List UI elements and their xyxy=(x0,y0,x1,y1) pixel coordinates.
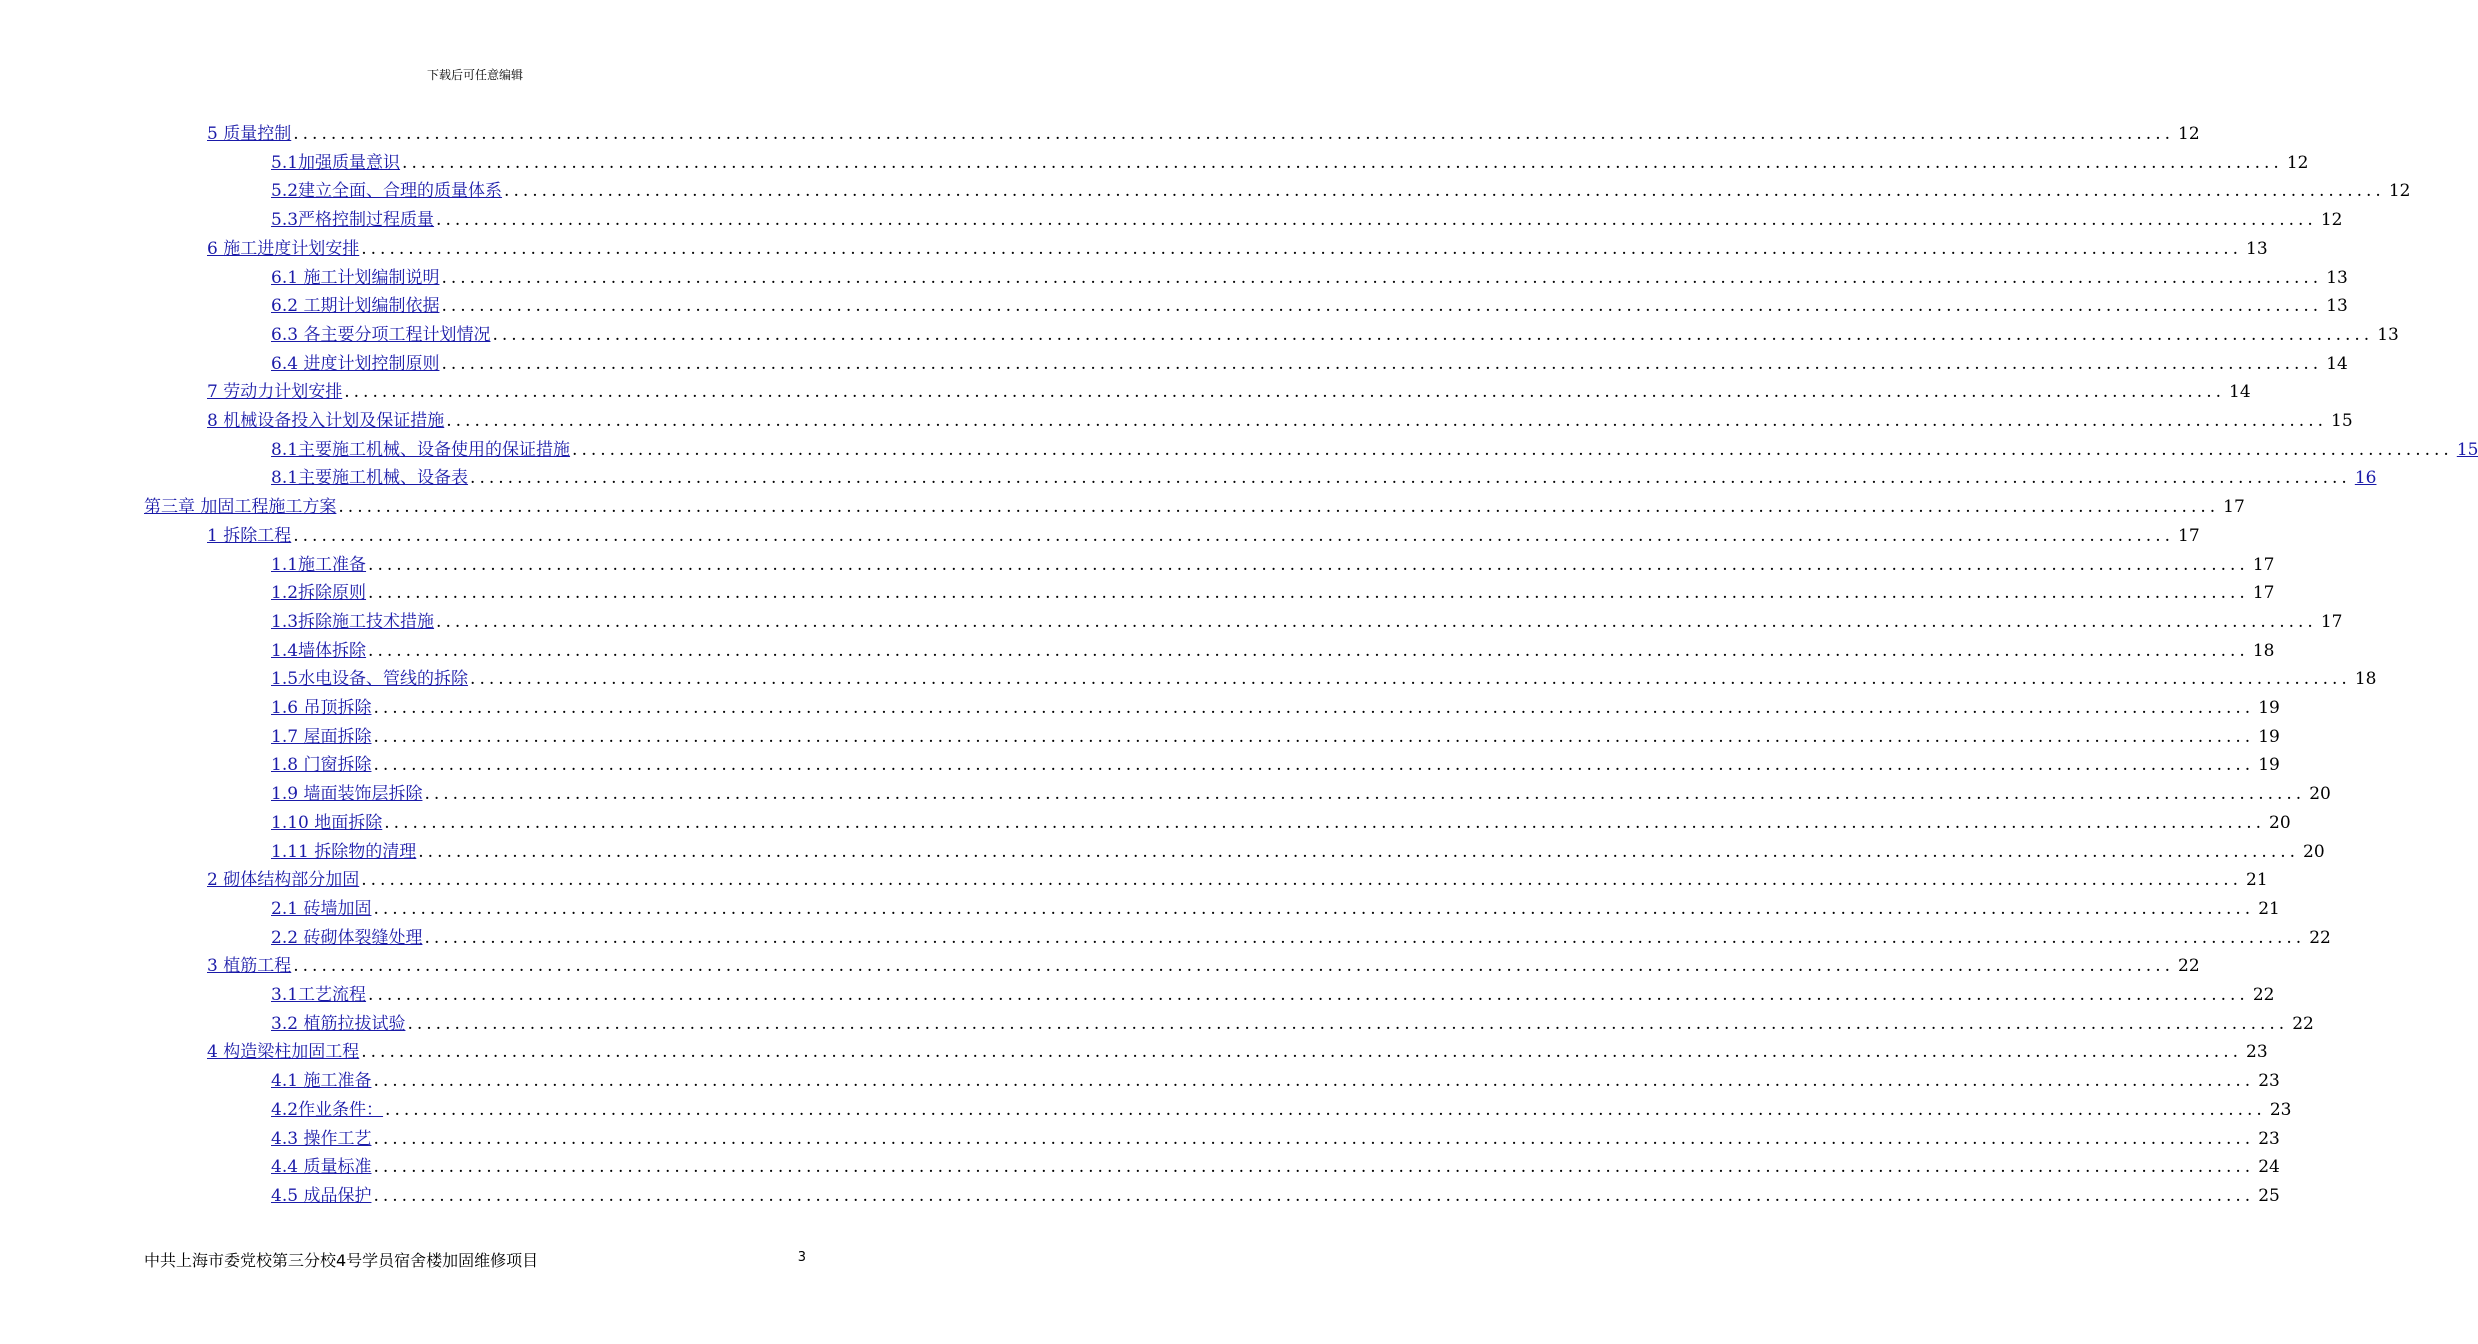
toc-entry[interactable] xyxy=(144,493,2245,521)
toc-entry[interactable] xyxy=(271,694,2280,722)
toc-entry[interactable] xyxy=(271,149,2309,177)
toc-leader-dots: ........................................................................................................................................................................................................ xyxy=(373,1185,2255,1206)
toc-entry-page-number: 17 xyxy=(2178,525,2200,546)
toc-entry-page-number: 18 xyxy=(2354,669,2377,690)
toc-entry-page-number: 24 xyxy=(2258,1157,2280,1178)
toc-entry-page-number: 21 xyxy=(2258,898,2280,919)
toc-entry-title-link[interactable]: 2.1 砖墙加固 xyxy=(271,898,372,919)
toc-leader-dots: ........................................................................................................................................................................................................ xyxy=(293,956,2174,977)
toc-entry[interactable] xyxy=(271,321,2399,349)
toc-entry[interactable] xyxy=(207,235,2268,263)
toc-entry-page-number: 22 xyxy=(2252,985,2275,1005)
toc-entry-title-link[interactable]: 1.3拆除施工技术措施 xyxy=(271,611,435,632)
toc-entry-title-link[interactable]: 5.1加强质量意识 xyxy=(271,152,401,173)
toc-leader-dots: ........................................................................................................................................................................................................ xyxy=(572,439,2453,460)
toc-leader-dots: ........................................................................................................................................................................................................ xyxy=(418,841,2300,862)
toc-entry-page-number: 12 xyxy=(2286,152,2309,173)
toc-entry[interactable] xyxy=(207,952,2200,980)
toc-entry-title-link[interactable]: 1.7 屋面拆除 xyxy=(271,726,372,747)
toc-entry[interactable] xyxy=(271,637,2275,665)
toc-leader-dots: ........................................................................................................................................................................................................ xyxy=(402,152,2283,173)
toc-entry-title-link[interactable]: 1.11 拆除物的清理 xyxy=(271,841,417,862)
toc-entry[interactable] xyxy=(271,780,2331,808)
toc-entry-title-link[interactable]: 4.5 成品保护 xyxy=(271,1185,372,1206)
toc-entry-page-number: 22 xyxy=(2292,1013,2314,1034)
toc-entry-title-link[interactable]: 4.2作业条件： xyxy=(271,1099,384,1120)
toc-leader-dots: ........................................................................................................................................................................................................ xyxy=(361,238,2242,259)
toc-entry[interactable] xyxy=(271,608,2343,636)
toc-leader-dots: ........................................................................................................................................................................................................ xyxy=(373,1157,2255,1178)
toc-entry-title-link[interactable]: 8 机械设备投入计划及保证措施 xyxy=(207,411,445,431)
page-header-note: 下载后可任意编辑 xyxy=(426,68,523,82)
toc-entry[interactable] xyxy=(271,1067,2280,1095)
toc-entry-page-number: 17 xyxy=(2320,611,2343,632)
toc-entry-page-number: 23 xyxy=(2258,1071,2280,1092)
toc-leader-dots: ........................................................................................................................................................................................................ xyxy=(373,698,2255,718)
toc-entry[interactable] xyxy=(271,924,2331,952)
toc-entry-page-number: 19 xyxy=(2258,698,2280,718)
toc-entry-title-link[interactable]: 1.10 地面拆除 xyxy=(271,812,383,833)
toc-entry-page-number: 14 xyxy=(2229,382,2251,403)
toc-entry-title-link[interactable]: 5 质量控制 xyxy=(207,124,292,144)
toc-entry[interactable] xyxy=(271,1153,2280,1181)
toc-entry[interactable] xyxy=(271,551,2275,579)
toc-leader-dots: ........................................................................................................................................................................................................ xyxy=(373,1128,2255,1149)
toc-leader-dots: ........................................................................................................................................................................................................ xyxy=(384,812,2266,833)
toc-entry-page-number: 23 xyxy=(2246,1042,2268,1063)
toc-leader-dots: ........................................................................................................................................................................................................ xyxy=(368,554,2249,575)
toc-entry-title-link[interactable]: 1.9 墙面装饰层拆除 xyxy=(271,784,423,805)
toc-entry[interactable] xyxy=(271,464,2377,492)
toc-entry-page-number: 12 xyxy=(2388,181,2411,202)
toc-leader-dots: ........................................................................................................................................................................................................ xyxy=(361,870,2242,891)
toc-leader-dots: ........................................................................................................................................................................................................ xyxy=(504,181,2385,202)
toc-entry-page-number: 13 xyxy=(2246,238,2268,259)
toc-entry-page-number: 13 xyxy=(2377,324,2399,345)
toc-entry[interactable] xyxy=(207,1038,2268,1066)
toc-entry[interactable] xyxy=(271,1182,2280,1210)
toc-entry-page-number: 23 xyxy=(2258,1128,2280,1149)
toc-entry-page-number: 17 xyxy=(2252,583,2275,604)
toc-entry-title-link[interactable]: 2 砌体结构部分加固 xyxy=(207,870,360,891)
toc-entry[interactable] xyxy=(207,522,2200,550)
toc-entry-page-number[interactable]: 16 xyxy=(2354,468,2377,489)
toc-leader-dots: ........................................................................................................................................................................................................ xyxy=(368,640,2249,661)
toc-entry-title-link[interactable]: 2.2 砖砌体裂缝处理 xyxy=(271,927,423,948)
toc-entry[interactable] xyxy=(271,579,2275,607)
toc-leader-dots: ........................................................................................................................................................................................................ xyxy=(441,296,2323,317)
toc-entry[interactable] xyxy=(207,378,2251,406)
toc-entry[interactable] xyxy=(271,1010,2314,1038)
toc-entry[interactable] xyxy=(207,120,2200,148)
toc-entry-page-number: 20 xyxy=(2303,841,2325,862)
toc-entry-title-link[interactable]: 5.3严格控制过程质量 xyxy=(271,210,435,231)
toc-entry-title-link[interactable]: 3.1工艺流程 xyxy=(271,985,367,1005)
toc-entry-title-link[interactable]: 6.1 施工计划编制说明 xyxy=(271,267,440,288)
toc-entry[interactable] xyxy=(271,809,2291,837)
toc-leader-dots: ........................................................................................................................................................................................................ xyxy=(373,898,2255,919)
toc-leader-dots: ........................................................................................................................................................................................................ xyxy=(293,525,2174,546)
toc-entry-page-number: 22 xyxy=(2309,927,2331,948)
toc-entry[interactable] xyxy=(271,751,2280,779)
toc-entry-title-link[interactable]: 1.5水电设备、管线的拆除 xyxy=(271,669,469,690)
toc-entry-page-number: 17 xyxy=(2252,554,2275,575)
toc-entry-title-link[interactable]: 6 施工进度计划安排 xyxy=(207,238,360,259)
toc-entry[interactable] xyxy=(271,206,2343,234)
toc-entry[interactable] xyxy=(207,407,2353,435)
toc-entry-title-link[interactable]: 5.2建立全面、合理的质量体系 xyxy=(271,181,503,202)
toc-leader-dots: ........................................................................................................................................................................................................ xyxy=(368,985,2249,1005)
toc-entry-title-link[interactable]: 8.1主要施工机械、设备使用的保证措施 xyxy=(271,439,571,460)
toc-entry[interactable] xyxy=(271,838,2325,866)
toc-entry-page-number: 19 xyxy=(2258,755,2280,776)
toc-leader-dots: ........................................................................................................................................................................................................ xyxy=(470,468,2351,489)
toc-entry-page-number: 19 xyxy=(2258,726,2280,747)
toc-entry-page-number: 12 xyxy=(2320,210,2343,231)
toc-leader-dots: ........................................................................................................................................................................................................ xyxy=(436,611,2317,632)
toc-entry[interactable] xyxy=(271,1125,2280,1153)
toc-entry-title-link[interactable]: 3.2 植筋拉拔试验 xyxy=(271,1013,406,1034)
toc-leader-dots: ........................................................................................................................................................................................................ xyxy=(441,353,2323,374)
toc-leader-dots: ........................................................................................................................................................................................................ xyxy=(424,784,2306,805)
toc-leader-dots: ........................................................................................................................................................................................................ xyxy=(436,210,2317,231)
toc-leader-dots: ........................................................................................................................................................................................................ xyxy=(373,726,2255,747)
toc-entry-page-number: 23 xyxy=(2269,1099,2292,1120)
toc-entry-page-number: 13 xyxy=(2326,267,2348,288)
toc-entry-title-link[interactable]: 6.2 工期计划编制依据 xyxy=(271,296,440,317)
toc-entry-title-link[interactable]: 1.6 吊顶拆除 xyxy=(271,698,372,718)
toc-entry-title-link[interactable]: 8.1主要施工机械、设备表 xyxy=(271,468,469,489)
toc-leader-dots: ........................................................................................................................................................................................................ xyxy=(344,382,2225,403)
toc-leader-dots: ........................................................................................................................................................................................................ xyxy=(470,669,2351,690)
toc-leader-dots: ........................................................................................................................................................................................................ xyxy=(373,755,2255,776)
toc-entry-page-number: 22 xyxy=(2178,956,2200,977)
toc-leader-dots: ........................................................................................................................................................................................................ xyxy=(385,1099,2266,1120)
toc-entry-title-link[interactable]: 4.3 操作工艺 xyxy=(271,1128,372,1149)
toc-entry-page-number: 17 xyxy=(2223,497,2245,518)
footer-project-title: 中共上海市委党校第三分校4号学员宿舍楼加固维修项目 xyxy=(144,1251,539,1270)
toc-entry[interactable] xyxy=(271,1096,2292,1124)
toc-entry-page-number: 25 xyxy=(2258,1185,2280,1206)
toc-entry-title-link[interactable]: 6.3 各主要分项工程计划情况 xyxy=(271,324,491,345)
toc-entry[interactable] xyxy=(271,292,2348,320)
toc-leader-dots: ........................................................................................................................................................................................................ xyxy=(373,1071,2255,1092)
toc-entry-title-link[interactable]: 1.8 门窗拆除 xyxy=(271,755,372,776)
toc-leader-dots: ........................................................................................................................................................................................................ xyxy=(293,124,2174,144)
toc-leader-dots: ........................................................................................................................................................................................................ xyxy=(338,497,2220,518)
toc-entry-title-link[interactable]: 1 拆除工程 xyxy=(207,525,292,546)
toc-entry-title-link[interactable]: 4.4 质量标准 xyxy=(271,1157,372,1178)
toc-entry[interactable] xyxy=(271,895,2280,923)
toc-entry[interactable] xyxy=(271,665,2377,693)
toc-entry[interactable] xyxy=(271,177,2411,205)
toc-entry-title-link[interactable]: 3 植筋工程 xyxy=(207,956,292,977)
toc-entry-page-number: 14 xyxy=(2326,353,2348,374)
toc-entry-title-link[interactable]: 6.4 进度计划控制原则 xyxy=(271,353,440,374)
toc-entry-title-link[interactable]: 4.1 施工准备 xyxy=(271,1071,372,1092)
toc-entry[interactable] xyxy=(207,866,2268,894)
toc-entry-title-link[interactable]: 1.2拆除原则 xyxy=(271,583,367,604)
toc-entry[interactable] xyxy=(271,264,2348,292)
toc-entry-title-link[interactable]: 7 劳动力计划安排 xyxy=(207,382,343,403)
toc-entry-page-number: 18 xyxy=(2252,640,2275,661)
toc-entry-page-number: 20 xyxy=(2309,784,2331,805)
toc-entry-title-link[interactable]: 4 构造梁柱加固工程 xyxy=(207,1042,360,1063)
toc-entry-page-number: 21 xyxy=(2246,870,2268,891)
toc-entry-page-number: 15 xyxy=(2331,411,2353,431)
toc-entry-title-link[interactable]: 第三章 加固工程施工方案 xyxy=(144,497,337,518)
toc-leader-dots: ........................................................................................................................................................................................................ xyxy=(361,1042,2242,1063)
toc-entry-page-number: 13 xyxy=(2326,296,2348,317)
toc-entry[interactable] xyxy=(271,436,2478,464)
footer-page-number: 3 xyxy=(797,1250,806,1265)
toc-entry-title-link[interactable]: 1.4墙体拆除 xyxy=(271,640,367,661)
toc-leader-dots: ........................................................................................................................................................................................................ xyxy=(446,411,2327,431)
toc-leader-dots: ........................................................................................................................................................................................................ xyxy=(368,583,2249,604)
toc-entry-page-number: 12 xyxy=(2178,124,2200,144)
toc-entry[interactable] xyxy=(271,723,2280,751)
toc-entry-page-number: 20 xyxy=(2269,812,2291,833)
toc-leader-dots: ........................................................................................................................................................................................................ xyxy=(407,1013,2289,1034)
toc-entry-page-number[interactable]: 15 xyxy=(2456,439,2478,460)
toc-entry[interactable] xyxy=(271,981,2275,1009)
toc-leader-dots: ........................................................................................................................................................................................................ xyxy=(492,324,2374,345)
toc-leader-dots: ........................................................................................................................................................................................................ xyxy=(441,267,2323,288)
toc-leader-dots: ........................................................................................................................................................................................................ xyxy=(424,927,2306,948)
toc-entry-title-link[interactable]: 1.1施工准备 xyxy=(271,554,367,575)
toc-entry[interactable] xyxy=(271,350,2348,378)
